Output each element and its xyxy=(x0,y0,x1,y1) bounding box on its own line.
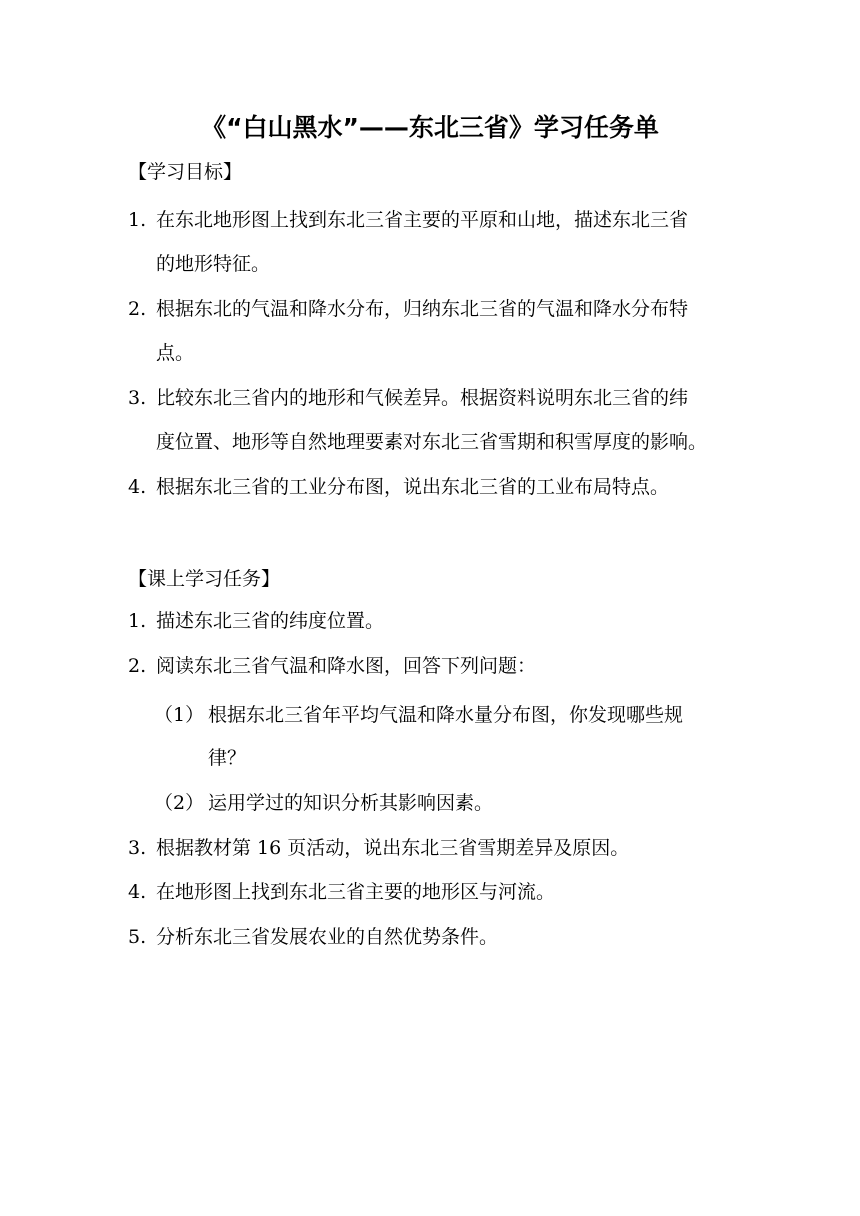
task-subitem-text: 运用学过的知识分析其影响因素。 xyxy=(208,792,494,814)
objective-text-line: 根据东北的气温和降水分布，归纳东北三省的气温和降水分布特 xyxy=(156,298,689,320)
task-item-3 xyxy=(128,833,629,863)
task-subitem-text-line: 律？ xyxy=(208,747,247,769)
task-number: 1. xyxy=(128,610,147,632)
task-subitem-number: （2） xyxy=(154,792,205,814)
task-item-5 xyxy=(128,922,498,952)
objective-item-3 xyxy=(128,383,688,413)
task-subitem-text-line: 根据东北三省年平均气温和降水量分布图，你发现哪些规 xyxy=(208,704,684,726)
task-subitem-2 xyxy=(154,788,493,818)
objective-item-4 xyxy=(128,472,669,502)
tasks-heading: 【课上学习任务】 xyxy=(128,568,281,590)
task-text: 根据教材第 16 页活动，说出东北三省雪期差异及原因。 xyxy=(156,837,630,859)
objective-item-1 xyxy=(128,205,688,235)
task-text: 在地形图上找到东北三省主要的地形区与河流。 xyxy=(156,881,556,903)
document-title: 《“白山黑水”——东北三省》学习任务单 xyxy=(201,113,659,142)
task-text: 阅读东北三省气温和降水图，回答下列问题： xyxy=(156,655,537,677)
objective-number: 1. xyxy=(128,209,147,231)
objective-text-line: 度位置、地形等自然地理要素对东北三省雪期和积雪厚度的影响。 xyxy=(156,431,708,453)
objective-number: 4. xyxy=(128,476,147,498)
task-subitem-1 xyxy=(154,700,683,730)
task-item-4 xyxy=(128,877,555,907)
objective-number: 2. xyxy=(128,298,147,320)
task-item-1 xyxy=(128,606,384,636)
objective-text-line: 的地形特征。 xyxy=(156,253,271,275)
task-number: 2. xyxy=(128,655,147,677)
task-number: 4. xyxy=(128,881,147,903)
objectives-heading: 【学习目标】 xyxy=(128,161,243,183)
task-number: 3. xyxy=(128,837,147,859)
objective-text-line: 根据东北三省的工业分布图，说出东北三省的工业布局特点。 xyxy=(156,476,670,498)
task-text: 描述东北三省的纬度位置。 xyxy=(156,610,385,632)
objective-text-line: 在东北地形图上找到东北三省主要的平原和山地，描述东北三省 xyxy=(156,209,689,231)
objective-text-line: 比较东北三省内的地形和气候差异。根据资料说明东北三省的纬 xyxy=(156,387,689,409)
task-number: 5. xyxy=(128,926,147,948)
task-subitem-number: （1） xyxy=(154,704,205,726)
objective-text-line: 点。 xyxy=(156,342,195,364)
objective-number: 3. xyxy=(128,387,147,409)
task-text: 分析东北三省发展农业的自然优势条件。 xyxy=(156,926,499,948)
task-item-2 xyxy=(128,651,536,681)
objective-item-2 xyxy=(128,294,688,324)
